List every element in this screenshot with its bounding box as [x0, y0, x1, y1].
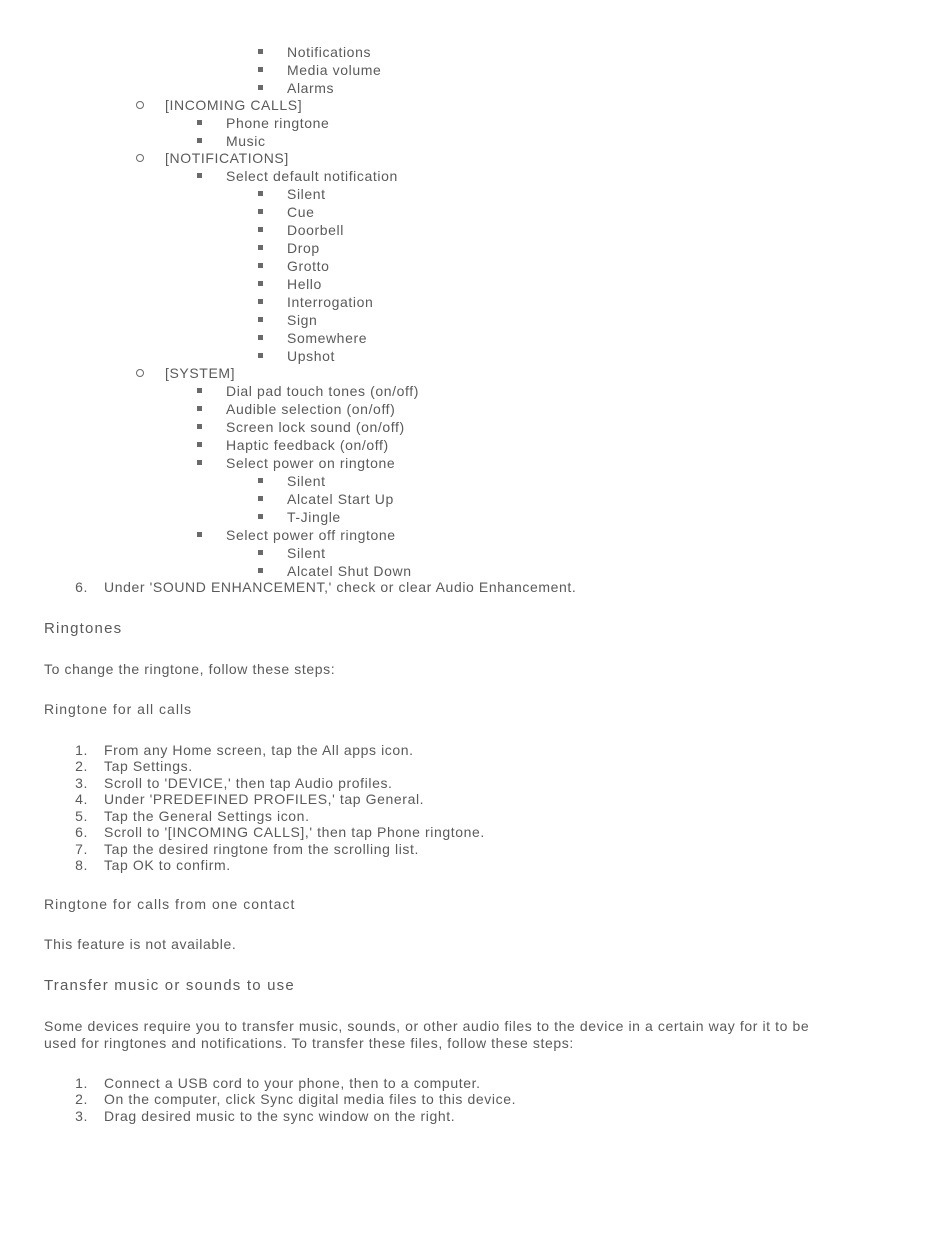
square-bullet-icon — [258, 245, 263, 250]
square-bullet-icon — [197, 173, 202, 178]
square-bullet-icon — [197, 442, 202, 447]
subheading-all-calls: Ringtone for all calls — [44, 701, 193, 717]
step-text: Drag desired music to the sync window on the right. — [104, 1108, 456, 1124]
list-item-level3: Media volume — [287, 62, 382, 78]
step-text: From any Home screen, tap the All apps icon. — [104, 742, 414, 758]
list-number: 7. — [75, 841, 88, 857]
list-number: 1. — [75, 1075, 88, 1091]
circle-bullet-icon — [136, 369, 144, 377]
step-text: Tap OK to confirm. — [104, 857, 231, 873]
list-item-level3: Somewhere — [287, 330, 368, 346]
list-number: 1. — [75, 742, 88, 758]
square-bullet-icon — [258, 317, 263, 322]
square-bullet-icon — [258, 550, 263, 555]
list-number: 3. — [75, 775, 88, 791]
list-item-level3: Alcatel Shut Down — [287, 563, 412, 579]
list-number: 2. — [75, 758, 88, 774]
circle-bullet-icon — [136, 101, 144, 109]
square-bullet-icon — [258, 67, 263, 72]
list-item-level3: Sign — [287, 312, 318, 328]
body-text: used for ringtones and notifications. To transfer these files, follow these steps: — [44, 1035, 574, 1051]
square-bullet-icon — [258, 209, 263, 214]
list-number: 5. — [75, 808, 88, 824]
list-item-level2: Phone ringtone — [226, 115, 330, 131]
list-item-level3: Grotto — [287, 258, 330, 274]
list-item-level3: Doorbell — [287, 222, 344, 238]
list-item-level2: Music — [226, 133, 266, 149]
step-text: Connect a USB cord to your phone, then to a computer. — [104, 1075, 481, 1091]
square-bullet-icon — [258, 281, 263, 286]
square-bullet-icon — [197, 138, 202, 143]
step-text: Scroll to 'DEVICE,' then tap Audio profiles. — [104, 775, 393, 791]
list-number: 2. — [75, 1091, 88, 1107]
list-number: 4. — [75, 791, 88, 807]
list-item-level3: Cue — [287, 204, 315, 220]
list-item-level3: Silent — [287, 473, 326, 489]
square-bullet-icon — [258, 263, 263, 268]
step-text: Tap the General Settings icon. — [104, 808, 310, 824]
square-bullet-icon — [258, 85, 263, 90]
square-bullet-icon — [258, 478, 263, 483]
list-number: 6. — [75, 579, 88, 595]
square-bullet-icon — [197, 406, 202, 411]
step-text: Scroll to '[INCOMING CALLS],' then tap Phone ringtone. — [104, 824, 485, 840]
square-bullet-icon — [258, 191, 263, 196]
section-heading-ringtones: Ringtones — [44, 620, 123, 637]
list-number: 3. — [75, 1108, 88, 1124]
square-bullet-icon — [258, 514, 263, 519]
list-item-level1: [SYSTEM] — [165, 365, 236, 381]
body-text: Some devices require you to transfer music, sounds, or other audio files to the device in a certain way for it to be — [44, 1018, 810, 1034]
list-item-level1: [NOTIFICATIONS] — [165, 150, 289, 166]
list-item-level3: Silent — [287, 186, 326, 202]
list-item-level3: Hello — [287, 276, 322, 292]
step-text: Under 'PREDEFINED PROFILES,' tap General. — [104, 791, 425, 807]
list-number: 6. — [75, 824, 88, 840]
list-item-level3: Notifications — [287, 44, 372, 60]
list-item-level2: Audible selection (on/off) — [226, 401, 396, 417]
list-item-level3: Interrogation — [287, 294, 374, 310]
subheading-one-contact: Ringtone for calls from one contact — [44, 896, 296, 912]
list-item-level3: Drop — [287, 240, 320, 256]
intro-text: To change the ringtone, follow these steps: — [44, 661, 336, 677]
list-item-level3: Silent — [287, 545, 326, 561]
square-bullet-icon — [197, 460, 202, 465]
list-item-level3: T-Jingle — [287, 509, 341, 525]
list-item-level2: Haptic feedback (on/off) — [226, 437, 389, 453]
square-bullet-icon — [258, 568, 263, 573]
square-bullet-icon — [197, 388, 202, 393]
square-bullet-icon — [197, 120, 202, 125]
list-item-level2: Select power off ringtone — [226, 527, 396, 543]
list-item-level2: Select default notification — [226, 168, 398, 184]
square-bullet-icon — [258, 227, 263, 232]
list-item-level2: Screen lock sound (on/off) — [226, 419, 405, 435]
square-bullet-icon — [258, 299, 263, 304]
list-number: 8. — [75, 857, 88, 873]
step-text: Under 'SOUND ENHANCEMENT,' check or clear Audio Enhancement. — [104, 579, 577, 595]
body-text: This feature is not available. — [44, 936, 237, 952]
section-heading-transfer: Transfer music or sounds to use — [44, 977, 295, 994]
step-text: On the computer, click Sync digital media files to this device. — [104, 1091, 517, 1107]
square-bullet-icon — [197, 532, 202, 537]
square-bullet-icon — [197, 424, 202, 429]
list-item-level3: Upshot — [287, 348, 335, 364]
list-item-level2: Select power on ringtone — [226, 455, 396, 471]
square-bullet-icon — [258, 49, 263, 54]
square-bullet-icon — [258, 353, 263, 358]
square-bullet-icon — [258, 496, 263, 501]
step-text: Tap Settings. — [104, 758, 193, 774]
circle-bullet-icon — [136, 154, 144, 162]
step-text: Tap the desired ringtone from the scrolling list. — [104, 841, 419, 857]
list-item-level2: Dial pad touch tones (on/off) — [226, 383, 420, 399]
list-item-level3: Alcatel Start Up — [287, 491, 394, 507]
square-bullet-icon — [258, 335, 263, 340]
list-item-level3: Alarms — [287, 80, 335, 96]
list-item-level1: [INCOMING CALLS] — [165, 97, 303, 113]
